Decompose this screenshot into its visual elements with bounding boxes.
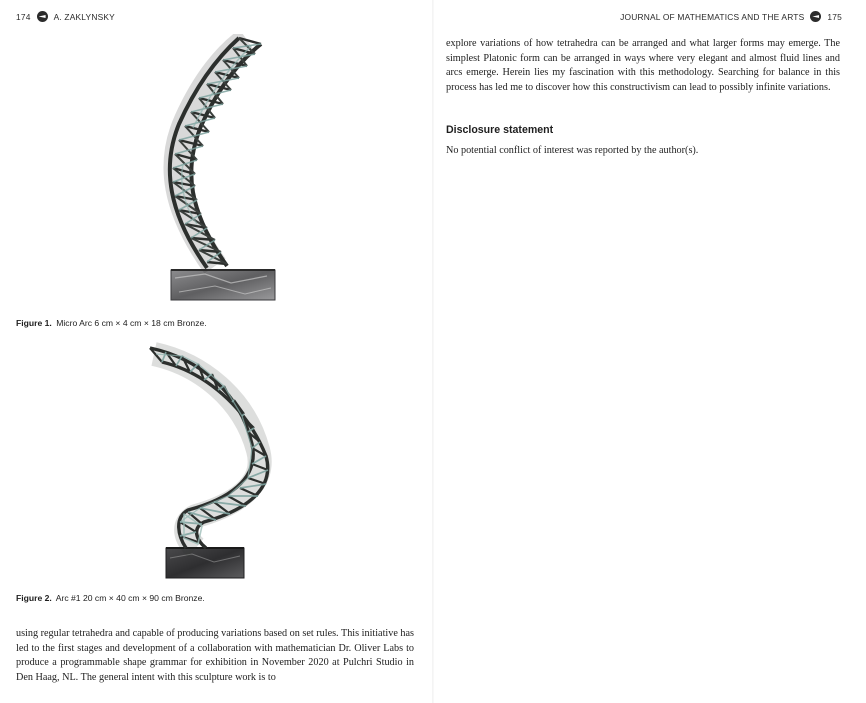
right-page [433, 0, 866, 703]
figure-2-caption [16, 593, 205, 603]
figure-2-base [166, 548, 244, 578]
figure-1-image [135, 34, 295, 306]
disclosure-heading: Disclosure statement [446, 124, 554, 136]
figure-2-label: Figure 2. [16, 593, 52, 603]
disclosure-text: No potential conflict of interest was reported by the author(s). [446, 145, 699, 156]
right-running-head-journal: JOURNAL OF MATHEMATICS AND THE ARTS [620, 11, 805, 22]
figure-1-caption [16, 318, 207, 328]
right-page-number: 175 [827, 11, 842, 22]
figure-1-lattice [170, 38, 261, 268]
journal-emblem-icon [810, 11, 821, 22]
figure-2-caption-text: Arc #1 20 cm × 40 cm × 90 cm Bronze. [55, 593, 205, 603]
figure-1-base [171, 270, 275, 300]
figure-1-caption-text: Micro Arc 6 cm × 4 cm × 18 cm Bronze. [56, 318, 207, 328]
journal-emblem-icon [37, 11, 48, 22]
left-body-paragraph: using regular tetrahedra and capable of producing variations based on set rules. This initiative has led to the first stages and development of a collaboration with mathematician Dr. Oliver Labs to produce a programmable shape grammar for exhibition in November 2020 at Pulchri Studio in Den Haag, NL. The general intent with this sculpture work is to [16, 628, 414, 683]
figure-2-lattice [150, 348, 268, 548]
right-running-head [620, 11, 842, 22]
left-running-head-author: A. ZAKLYNSKY [53, 11, 115, 22]
left-running-head [16, 11, 115, 22]
figure-1-label: Figure 1. [16, 318, 52, 328]
right-body-paragraph: explore variations of how tetrahedra can be arranged and what larger forms may emerge. The simplest Platonic form can be arranged in ways where very elegant and almost fluid lines and arcs emerge. Herein lies my fascination with this methodology. Searching for balance in this process has led me to discover how this constructivism can lead to possibly infinite variations. [446, 38, 840, 93]
left-page-number: 174 [16, 11, 31, 22]
figure-2-image [140, 340, 290, 585]
